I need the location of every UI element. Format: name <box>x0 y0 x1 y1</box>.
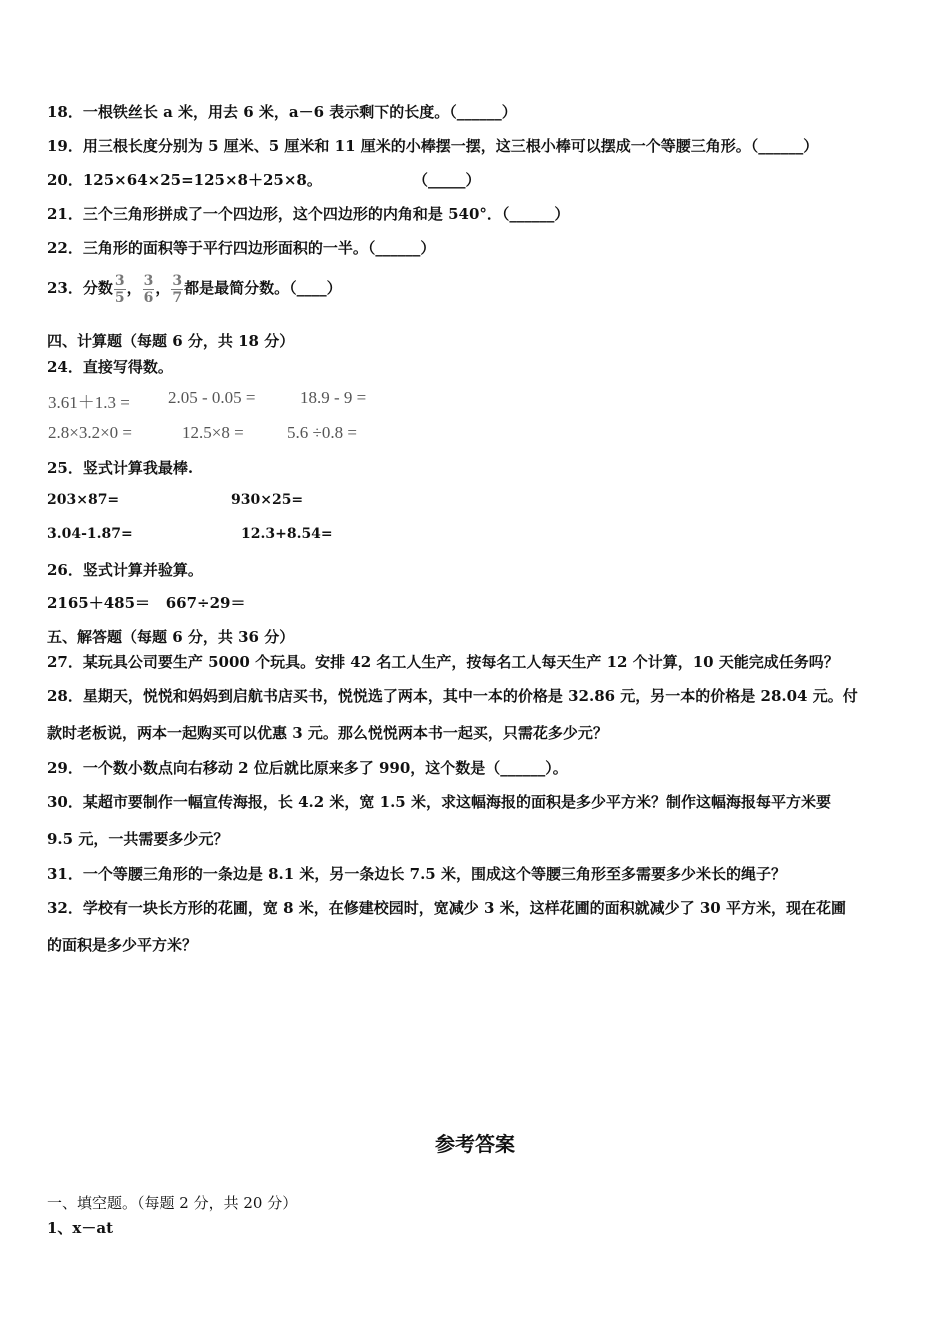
question-31: 31．一个等腰三角形的一条边是 8.1 米，另一条边长 7.5 米，围成这个等腰三角形至多需要多少米长的绳子？ <box>47 865 786 883</box>
question-32-line-1: 32．学校有一块长方形的花圃，宽 8 米，在修建校园时，宽减少 3 米，这样花圃的面积就减少了 30 平方米，现在花圃 <box>47 899 846 917</box>
calc-3: 18.9 - 9 = <box>300 388 367 407</box>
fraction-1 <box>114 273 126 306</box>
question-27: 27．某玩具公司要生产 5000 个玩具。安排 42 名工人生产，按每名工人每天生产 12 个计算，10 天能完成任务吗？ <box>47 653 839 671</box>
vertical-calc-2: 930×25= <box>231 492 304 508</box>
calc-6: 5.6 ÷0.8 = <box>287 423 357 442</box>
vertical-calc-3: 3.04-1.87= <box>47 526 133 542</box>
question-19: 19．用三根长度分别为 5 厘米、5 厘米和 11 厘米的小棒摆一摆，这三根小棒可以摆成一个等腰三角形。（______） <box>47 137 819 155</box>
question-23 <box>47 268 342 308</box>
question-28-line-1: 28．星期天，悦悦和妈妈到启航书店买书，悦悦选了两本，其中一本的价格是 32.86 元，另一本的价格是 28.04 元。付 <box>47 687 858 705</box>
question-25: 25．竖式计算我最棒. <box>47 459 194 477</box>
fraction-3-numerator: 3 <box>172 272 183 289</box>
question-28-line-2: 款时老板说，两本一起购买可以优惠 3 元。那么悦悦两本书一起买，只需花多少元？ <box>47 724 608 742</box>
question-29: 29．一个数小数点向右移动 2 位后就比原来多了 990，这个数是（______）。 <box>47 759 568 777</box>
fraction-2-numerator: 3 <box>143 272 154 289</box>
question-20-text: 20．125×64×25=125×8＋25×8。 <box>47 171 322 189</box>
calc-5: 12.5×8 = <box>182 423 244 442</box>
calc-2: 2.05 - 0.05 = <box>168 388 256 407</box>
fraction-3-denominator: 7 <box>172 289 183 306</box>
fraction-2-denominator: 6 <box>143 289 154 306</box>
question-32-line-2: 的面积是多少平方米？ <box>47 936 198 954</box>
answers-title: 参考答案 <box>435 1132 515 1156</box>
question-20-blank: （_____） <box>413 171 481 189</box>
question-23-prefix: 23．分数 <box>47 279 113 297</box>
fraction-2 <box>143 273 155 306</box>
section-5-heading: 五、解答题（每题 6 分，共 36 分） <box>47 628 295 646</box>
calc-4: 2.8×3.2×0 = <box>48 423 133 442</box>
question-22: 22．三角形的面积等于平行四边形面积的一半。（______） <box>47 239 436 257</box>
question-18: 18．一根铁丝长 a 米，用去 6 米，a－6 表示剩下的长度。（______） <box>47 103 517 121</box>
question-26: 26．竖式计算并验算。 <box>47 561 203 579</box>
fraction-1-numerator: 3 <box>114 272 125 289</box>
fraction-3 <box>171 273 183 306</box>
fraction-separator: ， <box>155 279 171 297</box>
section-4-heading: 四、计算题（每题 6 分，共 18 分） <box>47 332 295 350</box>
fraction-1-denominator: 5 <box>114 289 125 306</box>
answers-section-1-heading: 一、填空题。（每题 2 分，共 20 分） <box>47 1194 298 1212</box>
question-20 <box>47 170 481 190</box>
vertical-calc-1: 203×87= <box>47 492 120 508</box>
answer-1: 1、x－at <box>47 1219 114 1237</box>
question-30-line-2: 9.5 元，一共需要多少元？ <box>47 830 229 848</box>
question-21: 21．三个三角形拼成了一个四边形，这个四边形的内角和是 540°．（______） <box>47 205 570 223</box>
question-30-line-1: 30．某超市要制作一幅宣传海报，长 4.2 米，宽 1.5 米，求这幅海报的面积是多少平方米？制作这幅海报每平方米要 <box>47 793 831 811</box>
vertical-calc-4: 12.3+8.54= <box>241 526 333 542</box>
question-26-items: 2165＋485＝ 667÷29＝ <box>47 594 246 612</box>
question-24: 24．直接写得数。 <box>47 358 173 376</box>
fraction-separator: ， <box>126 279 142 297</box>
calc-1: 3.61＋1.3 = <box>48 393 130 412</box>
question-23-suffix: 都是最简分数。（____） <box>184 279 342 297</box>
